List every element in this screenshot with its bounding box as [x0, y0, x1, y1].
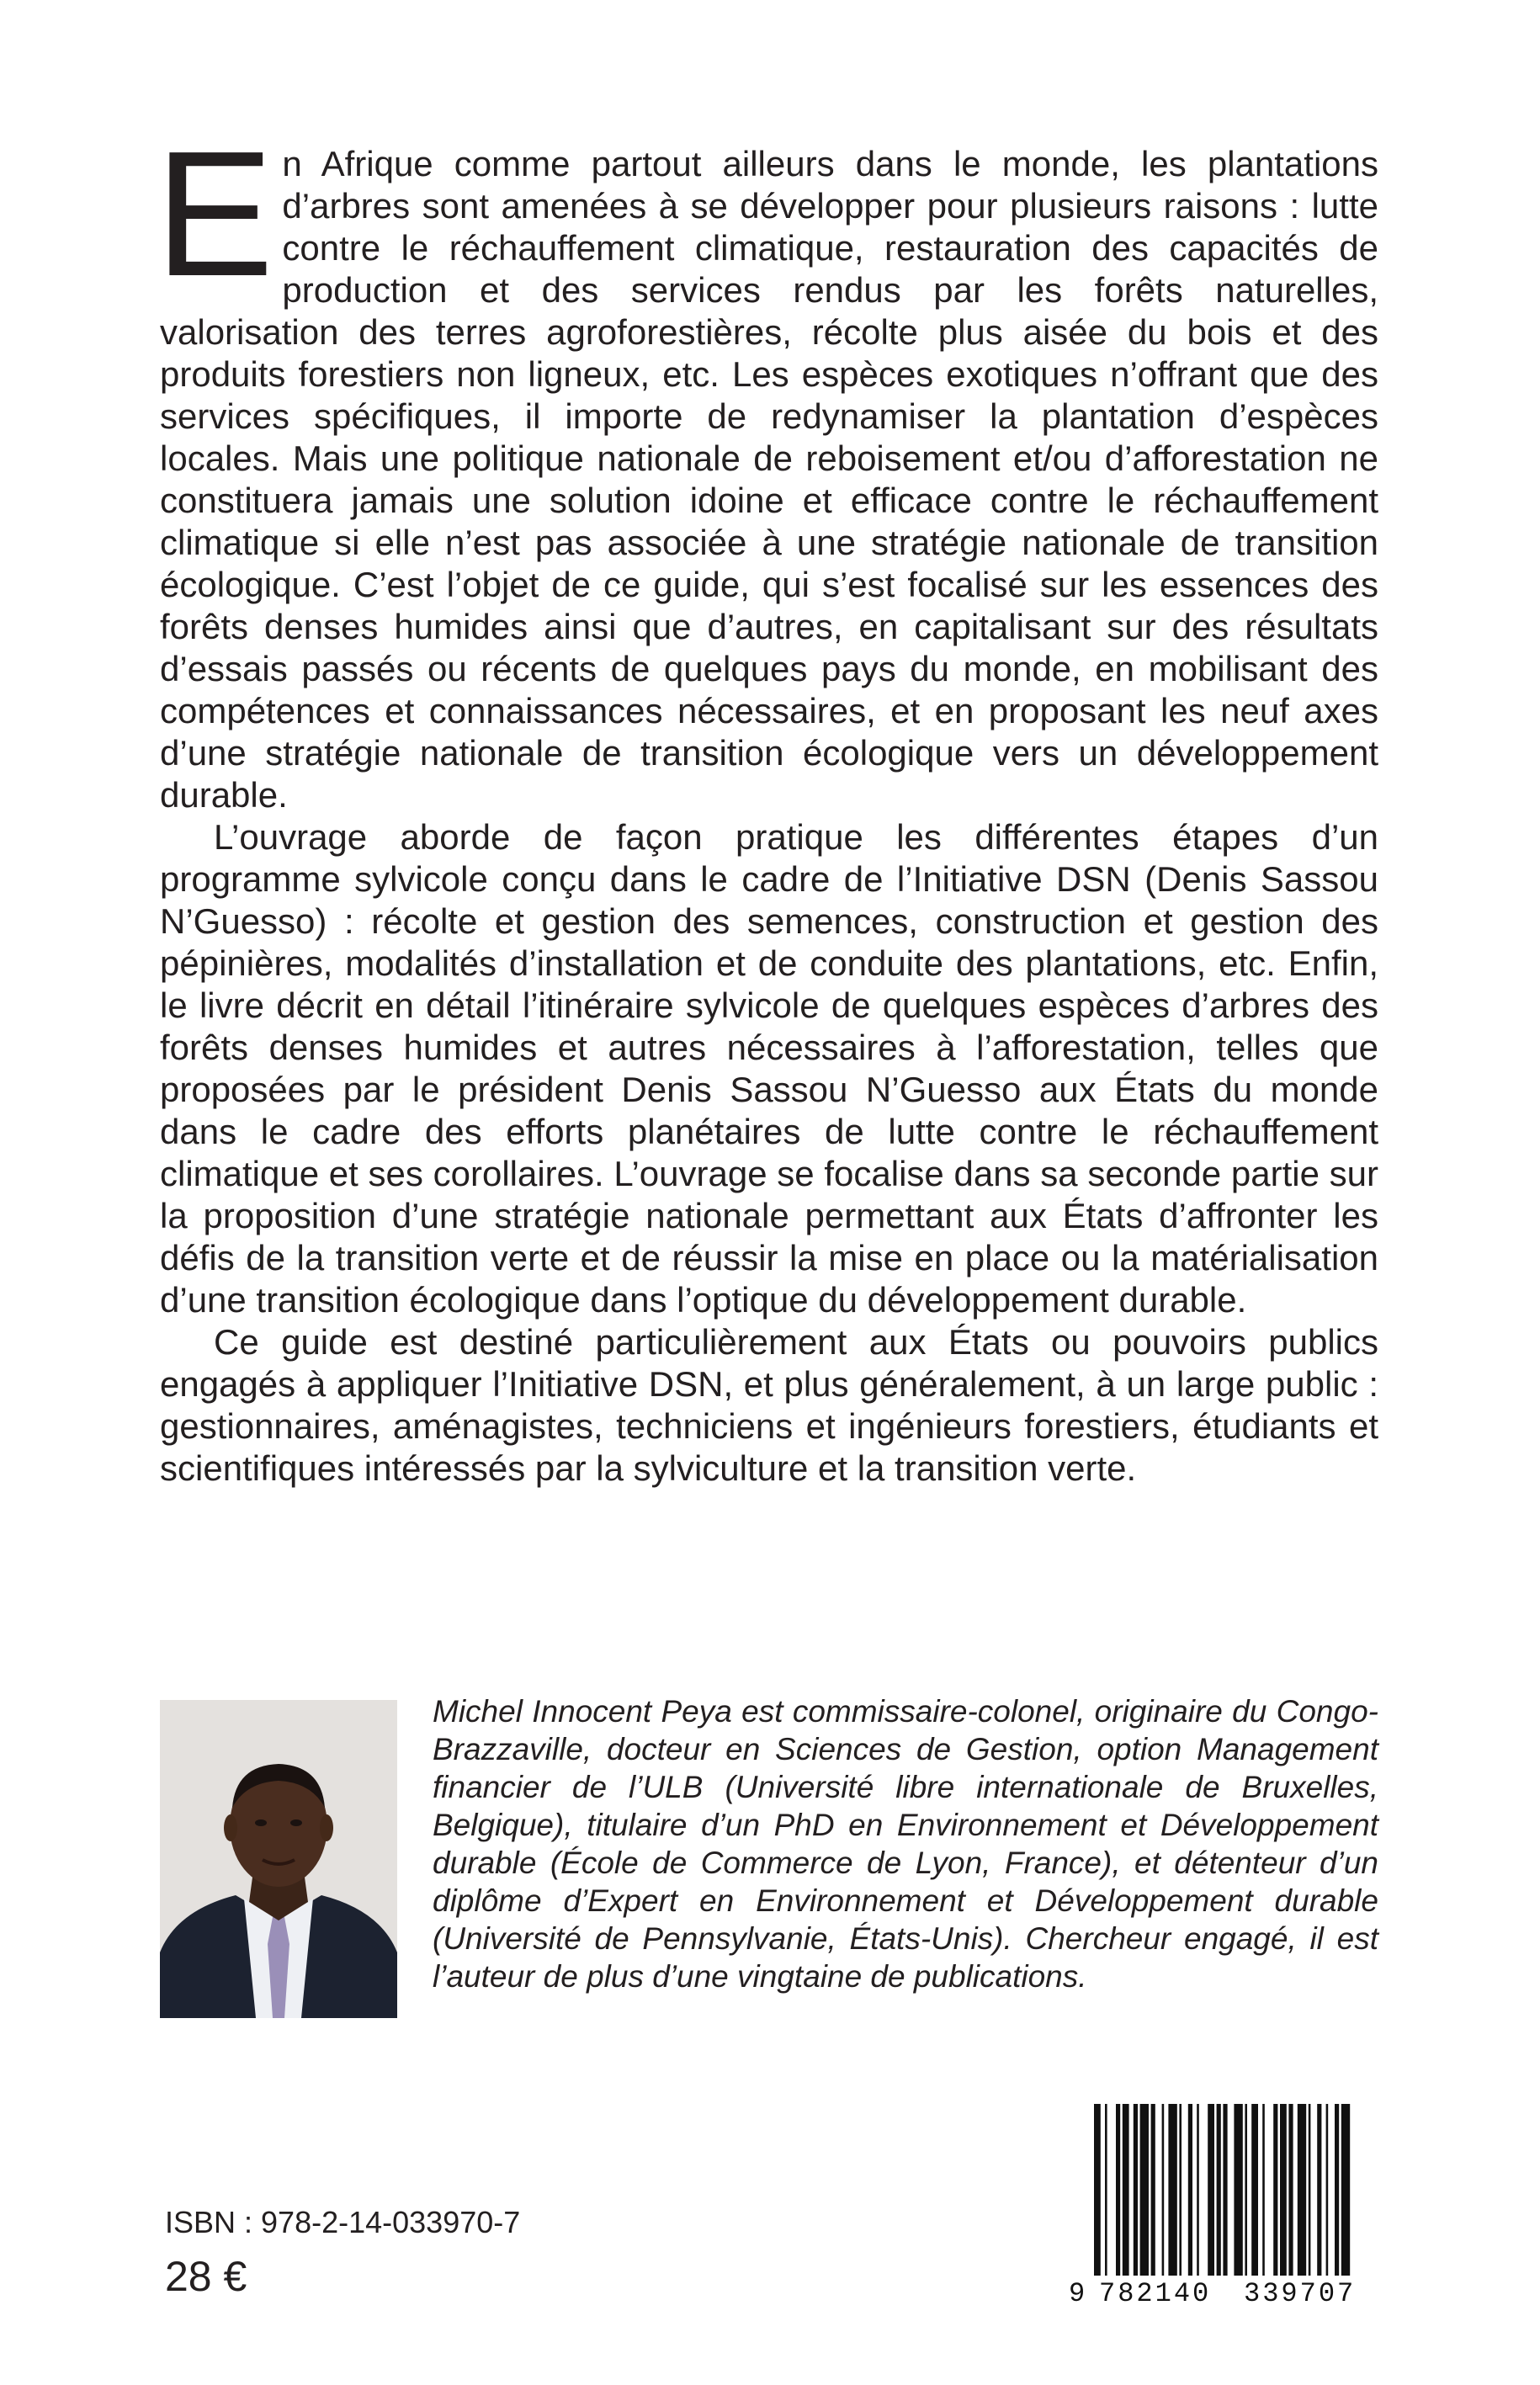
isbn: ISBN : 978-2-14-033970-7: [165, 2205, 521, 2239]
author-bio-text: est commissaire-colonel, originaire du Congo-Brazzaville, docteur en Sciences de Gestion, option Management financier de l’ULB (Université libre internationale de Bruxelles, Belgique), titulaire d’un PhD en Environnement et Développement durable (École de Commerce de Lyon, France), et détenteur d’un diplôme d’Expert en Environnement et Développement durable (Université de Pennsylvanie, États-Unis). Chercheur engagé, il est l’auteur de plus d’une vingtaine de publications.: [433, 1694, 1378, 1994]
price: 28 €: [165, 2253, 247, 2300]
blurb-paragraph-1: [155, 114, 1378, 816]
barcode-right-digits: 339707: [1244, 2278, 1357, 2309]
barcode-digits: [1069, 2276, 1382, 2313]
author-photo: [160, 1700, 397, 2018]
drop-cap: E: [155, 114, 274, 313]
blurb-paragraph-1-text: n Afrique comme partout ailleurs dans le monde, les plantations d’arbres sont amenées à se développer pour plusieurs raisons : lutte contre le réchauffement climatique, restauration des capacités de production et des services rendus par les forêts naturelles, valorisation des terres agroforestières, récolte plus aisée du bois et des produits forestiers non ligneux, etc. Les espèces exotiques n’offrant que des services spécifiques, il importe de redynamiser la plantation d’espèces locales. Mais une politique nationale de reboisement et/ou d’afforestation ne constituera jamais une solution idoine et efficace contre le réchauffement climatique si elle n’est pas associée à une stratégie nationale de transition écologique. C’est l’objet de ce guide, qui s’est focalisé sur les essences des forêts denses humides ainsi que d’autres, en capitalisant sur des résultats d’essais passés ou récents de quelques pays du monde, en mobilisant des compétences et connaissances nécessaires, et en proposant les neuf axes d’une stratégie nationale de transition écologique vers un développement durable.: [160, 144, 1378, 815]
author-name: Michel Innocent Peya: [433, 1694, 732, 1729]
blurb-paragraph-2: L’ouvrage aborde de façon pratique les différentes étapes d’un programme sylvicole conçu dans le cadre de l’Initiative DSN (Denis Sassou N’Guesso) : récolte et gestion des semences, construction et gestion des pépinières, modalités d’installation et de conduite des plantations, etc. Enfin, le livre décrit en détail l’itinéraire sylvicole de quelques espèces d’arbres des forêts denses humides et autres nécessaires à l’afforestation, telles que proposées par le président Denis Sassou N’Guesso aux États du monde dans le cadre des efforts planétaires de lutte contre le réchauffement climatique et ses corollaires. L’ouvrage se focalise dans sa seconde partie sur la proposition d’une stratégie nationale permettant aux États d’affronter les défis de la transition verte et de réussir la mise en place ou la matérialisation d’une transition écologique dans l’optique du développement durable.: [160, 817, 1378, 1320]
author-portrait-illustration: [160, 1700, 397, 2018]
barcode-left-digits: 782140: [1099, 2278, 1212, 2309]
barcode-first-digit: 9: [1069, 2278, 1086, 2309]
blurb-paragraph-3: Ce guide est destiné particulièrement aux États ou pouvoirs publics engagés à appliquer l’Initiative DSN, et plus généralement, à un large public : gestionnaires, aménagistes, techniciens et ingénieurs forestiers, étudiants et scientifiques intéressés par la sylviculture et la transition verte.: [160, 1322, 1378, 1488]
blurb-text: [155, 114, 1378, 1490]
author-bio: [433, 1692, 1378, 1995]
